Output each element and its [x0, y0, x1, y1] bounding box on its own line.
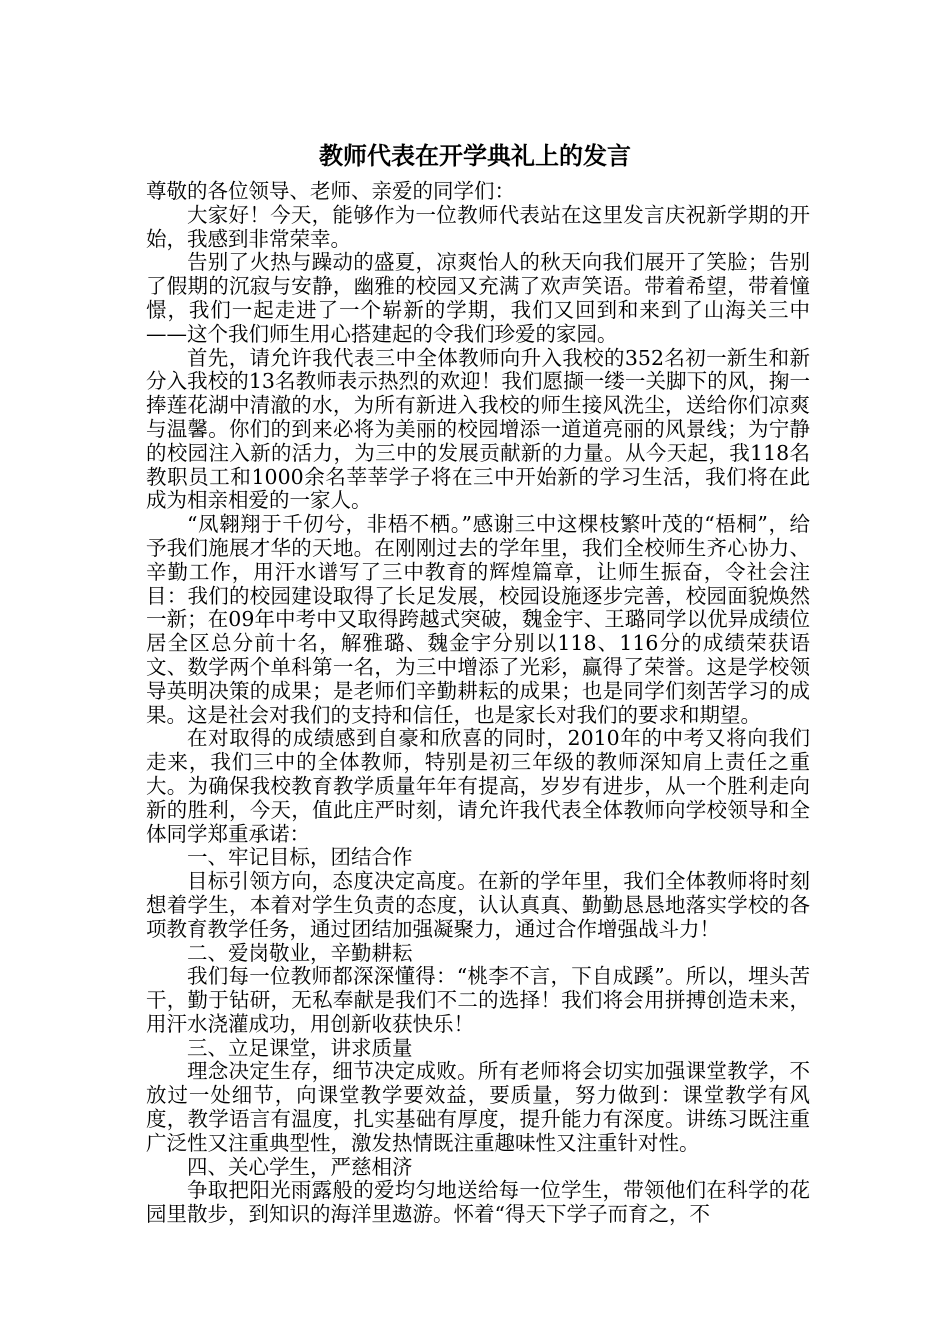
paragraph-pledge-intro: 在对取得的成绩感到自豪和欣喜的同时，2010年的中考又将向我们走来，我们三中的全体教师，特别是初三年级的教师深知肩上责任之重大。为确保我校教育教学质量年年有提高，岁岁有进步，从一个胜利走向新的胜利，今天，值此庄严时刻，请允许我代表全体教师向学校领导和全体同学郑重承诺： [146, 726, 810, 846]
heading-pledge-3: 三、立足课堂，讲求质量 [187, 1035, 413, 1060]
salutation: 尊敬的各位领导、老师、亲爱的同学们： [146, 179, 515, 203]
document-body [146, 180, 810, 1227]
paragraph-welcome: 首先，请允许我代表三中全体教师向升入我校的352名初一新生和新分入我校的13名教师表示热烈的欢迎！我们愿撷一缕一关脚下的风，掬一捧莲花湖中清澈的水，为所有新进入我校的师生接风洗尘，送给你们凉爽与温馨。你们的到来必将为美丽的校园增添一道道亮丽的风景线；为宁静的校园注入新的活力，为三中的发展贡献新的力量。从今天起，我118名教职员工和1000余名莘莘学子将在三中开始新的学习生活，我们将在此成为相亲相爱的一家人。 [146, 345, 810, 513]
paragraph-achievements: “凤翱翔于千仞兮，非梧不栖。”感谢三中这棵枝繁叶茂的“梧桐”，给予我们施展才华的天地。在刚刚过去的学年里，我们全校师生齐心协力、辛勤工作，用汗水谱写了三中教育的辉煌篇章，让师生振奋，令社会注目：我们的校园建设取得了长足发展，校园设施逐步完善，校园面貌焕然一新；在09年中考中又取得跨越式突破，魏金宇、王璐同学以优异成绩位居全区总分前十名，解雅璐、魏金宇分别以118、116分的成绩荣获语文、数学两个单科第一名，为三中增添了光彩，赢得了荣誉。这是学校领导英明决策的成果；是老师们辛勤耕耘的成果；也是同学们刻苦学习的成果。这是社会对我们的支持和信任，也是家长对我们的要求和期望。 [146, 512, 810, 727]
heading-pledge-1: 一、牢记目标，团结合作 [187, 845, 413, 870]
paragraph-pledge-1: 目标引领方向，态度决定高度。在新的学年里，我们全体教师将时刻想着学生，本着对学生负责的态度，认认真真、勤勤恳恳地落实学校的各项教育教学任务，通过团结加强凝聚力，通过合作增强战斗力！ [146, 869, 810, 941]
paragraph-pledge-3: 理念决定生存，细节决定成败。所有老师将会切实加强课堂教学，不放过一处细节，向课堂教学要效益，要质量，努力做到：课堂教学有风度，教学语言有温度，扎实基础有厚度，提升能力有深度。讲练习既注重广泛性又注重典型性，激发热情既注重趣味性又注重针对性。 [146, 1059, 810, 1155]
heading-pledge-2: 二、爱岗敬业，辛勤耕耘 [187, 940, 413, 965]
paragraph-new-semester: 告别了火热与躁动的盛夏，凉爽怡人的秋天向我们展开了笑脸；告别了假期的沉寂与安静，幽雅的校园又充满了欢声笑语。带着希望，带着憧憬，我们一起走进了一个崭新的学期，我们又回到和来到了山海关三中——这个我们师生用心搭建起的令我们珍爱的家园。 [146, 250, 810, 346]
paragraph-greeting: 大家好！今天，能够作为一位教师代表站在这里发言庆祝新学期的开始，我感到非常荣幸。 [146, 202, 810, 251]
paragraph-pledge-2: 我们每一位教师都深深懂得：“桃李不言，下自成蹊”。所以，埋头苦干，勤于钻研，无私奉献是我们不二的选择！我们将会用拼搏创造未来，用汗水浇灌成功，用创新收获快乐！ [146, 964, 810, 1036]
document-title: 教师代表在开学典礼上的发言 [319, 142, 631, 170]
heading-pledge-4: 四、关心学生，严慈相济 [187, 1154, 413, 1179]
paragraph-pledge-4: 争取把阳光雨露般的爱均匀地送给每一位学生，带领他们在科学的花园里散步，到知识的海洋里遨游。怀着“得天下学子而育之，不 [146, 1178, 810, 1227]
